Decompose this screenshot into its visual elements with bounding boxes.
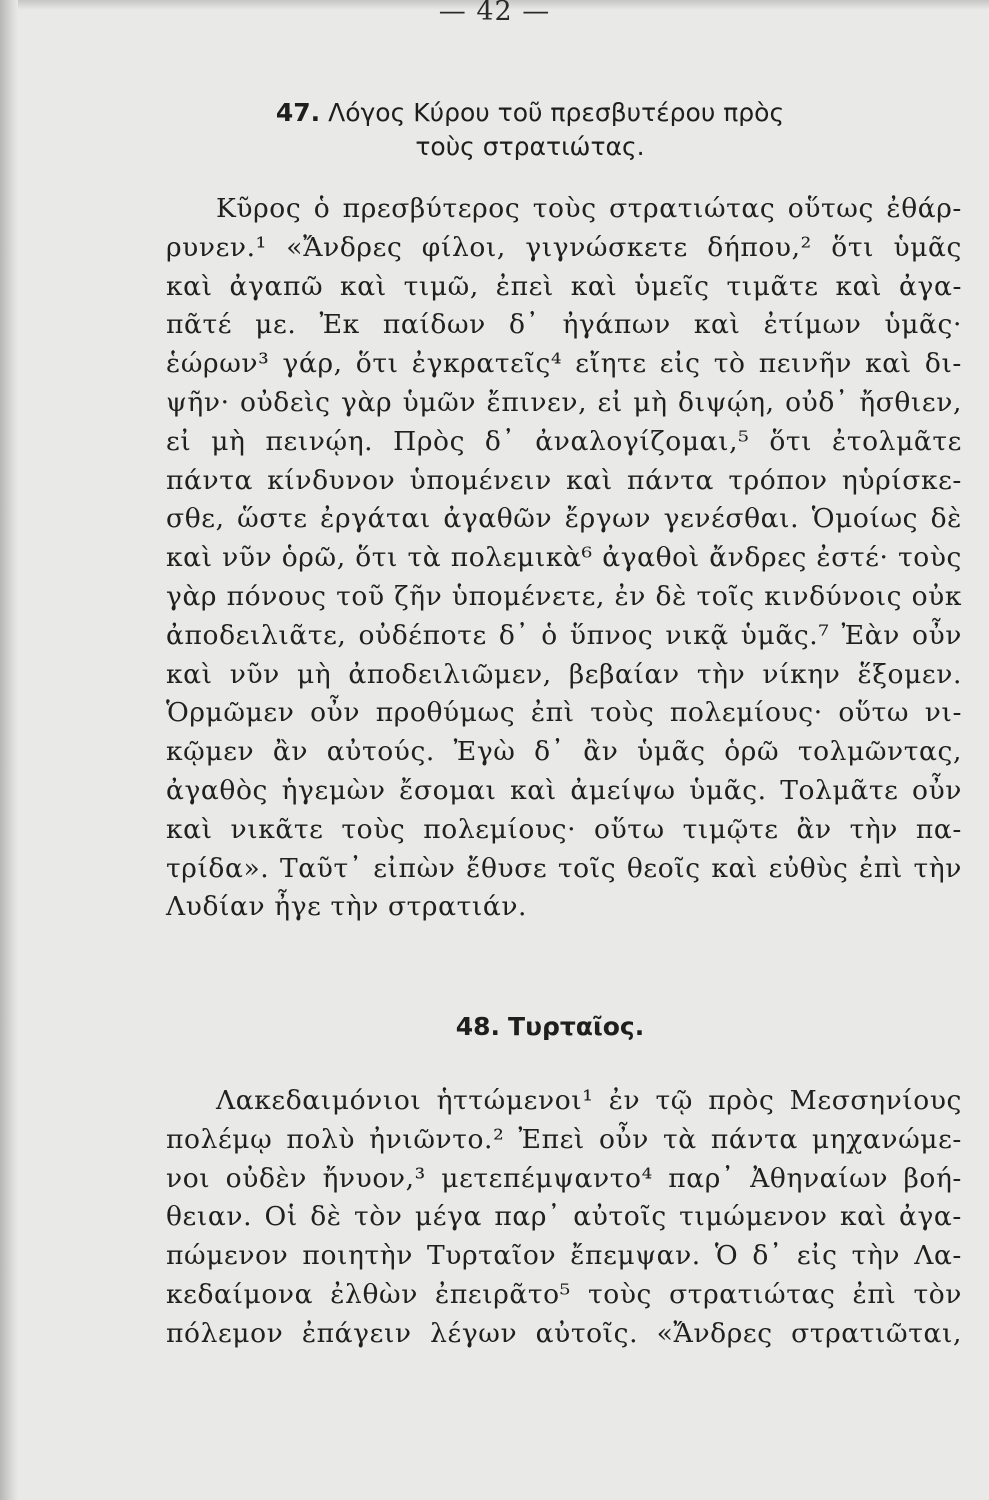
text-line: καὶ νῦν μὴ ἀποδειλιῶμεν, βεβαίαν τὴν νίκην ἕξομεν. xyxy=(166,658,962,690)
section-47-title-line2: τοὺς στρατιώτας. xyxy=(415,132,645,161)
text-line: σθε, ὥστε ἐργάται ἀγαθῶν ἔργων γενέσθαι. Ὁμοίως δὲ xyxy=(166,503,962,535)
text-line: ρυνεν.¹ «Ἄνδρες φίλοι, γιγνώσκετε δήπου,² ὅτι ὑμᾶς xyxy=(166,231,962,263)
text-line: καὶ νικᾶτε τοὺς πολεμίους· οὕτω τιμῷτε ἂν τὴν πα- xyxy=(166,813,962,845)
section-47-heading-line2 xyxy=(140,130,920,164)
text-line: Λυδίαν ἦγε τὴν στρατιάν. xyxy=(166,891,528,923)
section-47-title-line1: Λόγος Κύρου τοῦ πρεσβυτέρου πρὸς xyxy=(328,98,785,127)
text-line: καὶ ἀγαπῶ καὶ τιμῶ, ἐπεὶ καὶ ὑμεῖς τιμᾶτε καὶ ἀγα- xyxy=(166,270,962,302)
text-line: πᾶτέ με. Ἐκ παίδων δ᾽ ἠγάπων καὶ ἐτίμων ὑμᾶς· xyxy=(166,309,962,341)
text-line: τρίδα». Ταῦτ᾽ εἰπὼν ἔθυσε τοῖς θεοῖς καὶ εὐθὺς ἐπὶ τὴν xyxy=(166,852,962,884)
text-line: ἀποδειλιᾶτε, οὐδέποτε δ᾽ ὁ ὕπνος νικᾷ ὑμᾶς.⁷ Ἐὰν οὖν xyxy=(166,619,962,651)
section-47-number: 47. xyxy=(275,98,321,127)
text-line: ἀγαθὸς ἡγεμὼν ἔσομαι καὶ ἀμείψω ὑμᾶς. Τολμᾶτε οὖν xyxy=(166,774,962,806)
section-48-number: 48. xyxy=(455,1012,501,1041)
text-line: κεδαίμονα ἐλθὼν ἐπειρᾶτο⁵ τοὺς στρατιώτας ἐπὶ τὸν xyxy=(166,1278,962,1310)
page-number: — 42 — xyxy=(438,0,551,27)
text-line: πόλεμον ἐπάγειν λέγων αὐτοῖς. «Ἄνδρες στρατιῶται, xyxy=(166,1317,962,1349)
text-line: πολέμῳ πολὺ ἠνιῶντο.² Ἐπεὶ οὖν τὰ πάντα μηχανώμε- xyxy=(166,1123,962,1155)
text-line: θειαν. Οἱ δὲ τὸν μέγα παρ᾽ αὐτοῖς τιμώμενον καὶ ἀγα- xyxy=(166,1201,962,1233)
section-48-body xyxy=(166,1082,962,1354)
text-line: ψῆν· οὐδεὶς γὰρ ὑμῶν ἔπινεν, εἰ μὴ διψῴη, οὐδ᾽ ἤσθιεν, xyxy=(166,386,962,418)
text-line: εἰ μὴ πεινῴη. Πρὸς δ᾽ ἀναλογίζομαι,⁵ ὅτι ἐτολμᾶτε xyxy=(166,425,962,457)
section-48-heading xyxy=(0,1010,989,1044)
text-line: ἑώρων³ γάρ, ὅτι ἐγκρατεῖς⁴ εἴητε εἰς τὸ πεινῆν καὶ δι- xyxy=(166,348,962,380)
text-line: γὰρ πόνους τοῦ ζῆν ὑπομένετε, ἐν δὲ τοῖς κινδύνοις οὐκ xyxy=(166,580,962,612)
text-line: Ὁρμῶμεν οὖν προθύμως ἐπὶ τοὺς πολεμίους· οὕτω νι- xyxy=(166,697,962,729)
text-line: καὶ νῦν ὁρῶ, ὅτι τὰ πολεμικὰ⁶ ἀγαθοὶ ἄνδρες ἐστέ· τοὺς xyxy=(166,542,962,574)
text-line: Λακεδαιμόνιοι ἡττώμενοι¹ ἐν τῷ πρὸς Μεσσηνίους xyxy=(216,1085,962,1116)
section-47-heading xyxy=(140,96,920,130)
section-47-body xyxy=(166,190,962,927)
text-line: πάντα κίνδυνον ὑπομένειν καὶ πάντα τρόπον ηὑρίσκε- xyxy=(166,464,962,496)
text-line: πώμενον ποιητὴν Τυρταῖον ἔπεμψαν. Ὁ δ᾽ εἰς τὴν Λα- xyxy=(166,1240,962,1272)
text-line: Κῦρος ὁ πρεσβύτερος τοὺς στρατιώτας οὕτως ἐθάρ- xyxy=(216,193,962,224)
text-line: νοι οὐδὲν ἤνυον,³ μετεπέμψαντο⁴ παρ᾽ Ἀθηναίων βοή- xyxy=(166,1162,962,1194)
text-line: κῷμεν ἂν αὐτούς. Ἐγὼ δ᾽ ἂν ὑμᾶς ὁρῶ τολμῶντας, xyxy=(166,736,962,768)
page-left-edge xyxy=(0,0,18,1500)
section-48-title: Τυρταῖος. xyxy=(508,1012,645,1041)
